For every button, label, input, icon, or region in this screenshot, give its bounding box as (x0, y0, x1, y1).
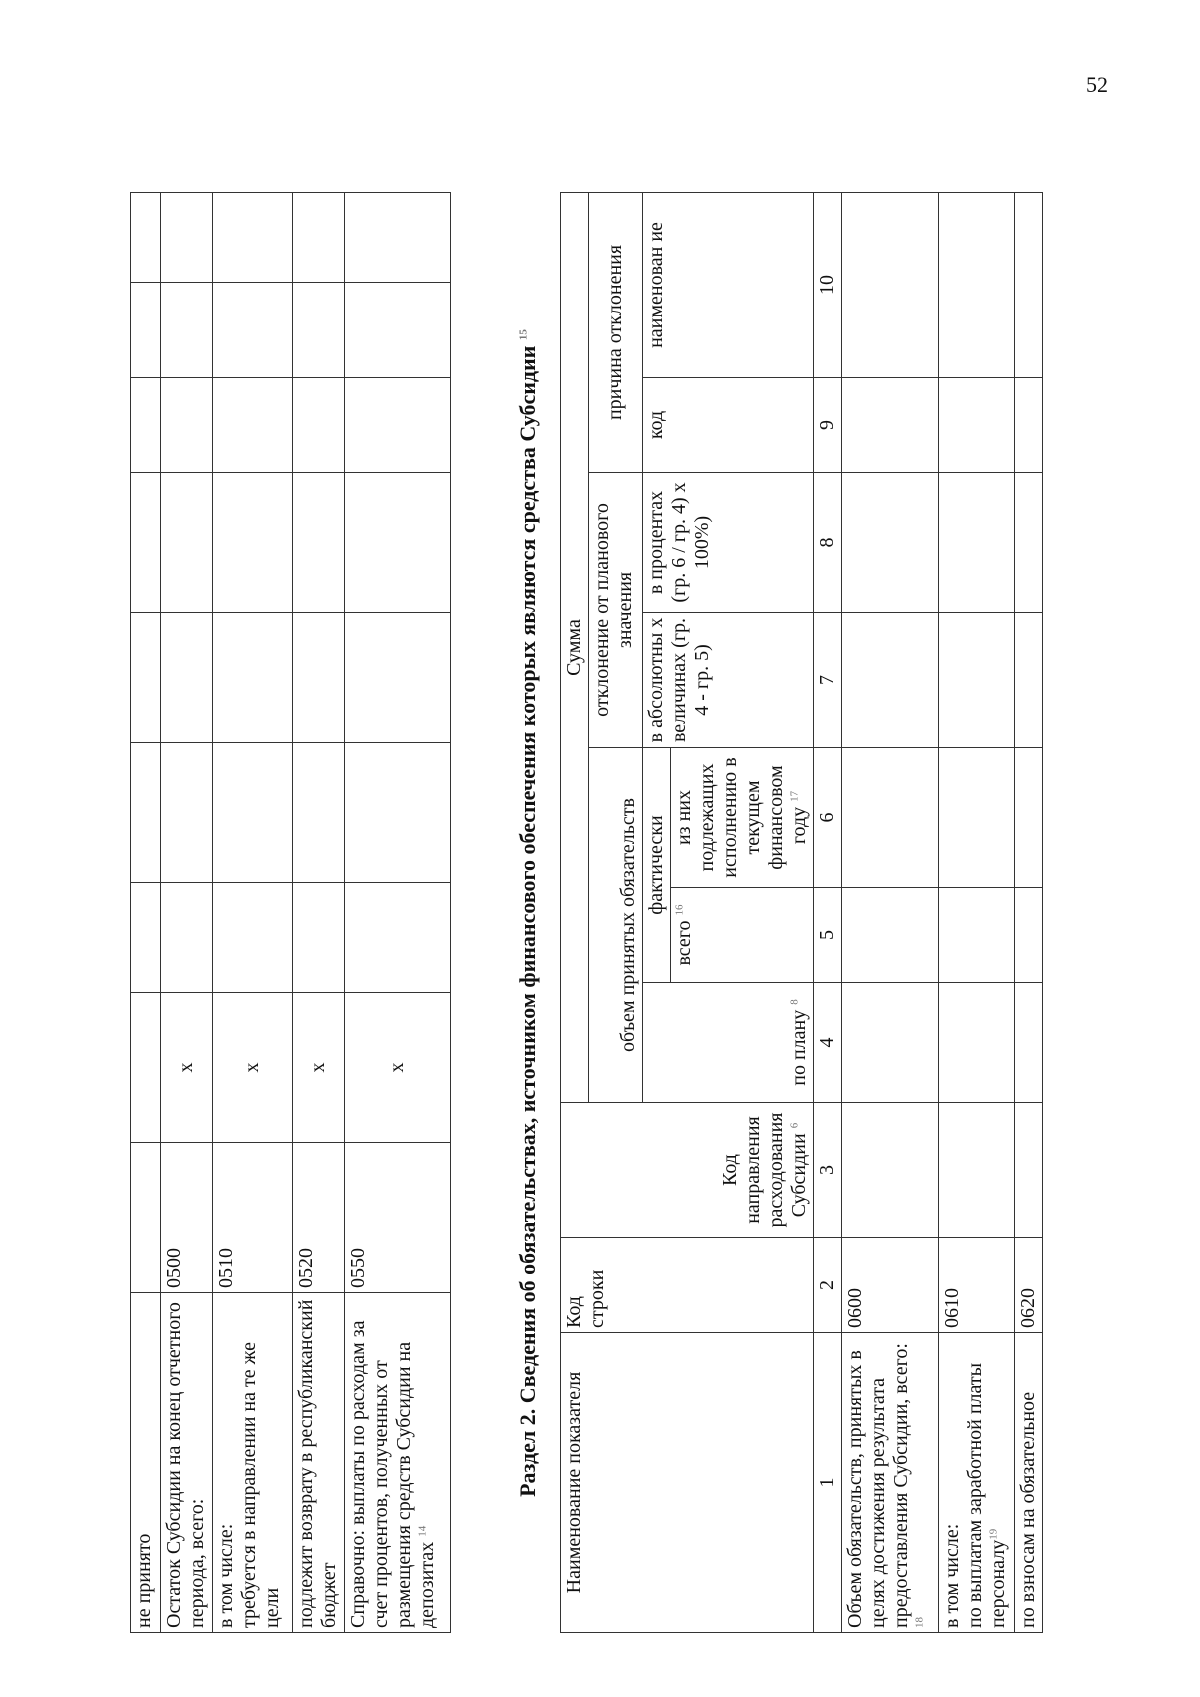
row-direction: х (161, 993, 213, 1143)
col-name-header: Наименование показателя (561, 1333, 814, 1633)
section-title: Раздел 2. Сведения об обязательствах, источником финансового обеспечения которых являются средства Субсидии $^{15}$ (515, 329, 540, 1497)
footnote-mark: 17 (788, 790, 801, 802)
column-number-row (814, 192, 842, 1632)
column-number: 5 (814, 888, 842, 983)
table-row (293, 193, 345, 1633)
table-row (842, 192, 939, 1632)
row-direction: х (293, 993, 345, 1143)
row-name: Справочно: выплаты по расходам за счет процентов, полученных от размещения средств Субсидии на депозитах $^{14}$ (345, 1293, 451, 1633)
column-number: 4 (814, 983, 842, 1103)
row-name: в том числе: по выплатам заработной платы персоналу$^{19}$ (939, 1333, 1015, 1633)
absolute-header: в абсолютны х величинах (гр. 4 - гр. 5) (643, 613, 814, 748)
row-direction: х (345, 993, 451, 1143)
row-name: Остаток Субсидии на конец отчетного периода, всего: (161, 1293, 213, 1633)
row-name: не принято (131, 1293, 161, 1633)
column-number: 8 (814, 473, 842, 613)
row-code: 0600 (842, 1238, 939, 1333)
column-number: 2 (814, 1238, 842, 1333)
table-row (1015, 192, 1043, 1632)
footnote-mark: 14 (416, 1525, 429, 1537)
column-number: 6 (814, 748, 842, 888)
table-row (213, 193, 293, 1633)
row-code: 0620 (1015, 1238, 1043, 1333)
row-code: 0550 (345, 1143, 451, 1293)
column-number: 7 (814, 613, 842, 748)
row-name: в том числе: требуется в направлении на те же цели (213, 1293, 293, 1633)
sum-header: Сумма (561, 192, 589, 1102)
col-direction-header: Код направления расходования Субсидии $^6$ (561, 1103, 814, 1238)
volume-header: объем принятых обязательств (589, 748, 643, 1103)
table-row (161, 193, 213, 1633)
table-row (939, 192, 1015, 1632)
footnote-mark: 19 (987, 1528, 1000, 1540)
row-code: 0520 (293, 1143, 345, 1293)
row-code: 0500 (161, 1143, 213, 1293)
rotated-content (130, 63, 1070, 1633)
table-row (131, 193, 161, 1633)
column-number: 10 (814, 192, 842, 377)
row-code (131, 1143, 161, 1293)
page-number: 52 (1086, 72, 1108, 97)
actual-header: фактически (643, 748, 671, 983)
header-row (561, 192, 589, 1632)
column-number: 1 (814, 1333, 842, 1633)
column-number: 9 (814, 378, 842, 473)
row-code: 0610 (939, 1238, 1015, 1333)
footnote-mark: 18 (913, 1617, 926, 1628)
footnote-mark: 8 (788, 999, 801, 1005)
percent-header: в процентах (гр. 6 / гр. 4) х 100%) (643, 473, 814, 613)
remainder-table (130, 192, 451, 1633)
reason-header: причина отклонения (589, 192, 643, 472)
row-name: Объем обязательств, принятых в целях достижения результата предоставления Субсидии, всего: $^{18}$ (842, 1333, 939, 1633)
row-code: 0510 (213, 1143, 293, 1293)
column-number: 3 (814, 1103, 842, 1238)
row-name: подлежит возврату в республиканский бюджет (293, 1293, 345, 1633)
plan-header: по плану $^8$ (643, 983, 814, 1103)
total-header: всего $^{16}$ (671, 888, 814, 983)
row-direction: х (213, 993, 293, 1143)
reason-name-header: наименован ие (643, 192, 814, 377)
footnote-mark: 15 (517, 329, 530, 341)
table-row (345, 193, 451, 1633)
row-name: по взносам на обязательное (1015, 1333, 1043, 1633)
footnote-mark: 6 (788, 1122, 801, 1129)
col-code-header: Код строки (561, 1238, 814, 1333)
of-which-header: из них подлежащих исполнению в текущем финансовом году $^{17}$ (671, 748, 814, 888)
reason-code-header: код (643, 378, 814, 473)
footnote-mark: 16 (673, 904, 686, 916)
obligations-table (560, 192, 1043, 1633)
deviation-header: отклонение от планового значения (589, 473, 643, 748)
